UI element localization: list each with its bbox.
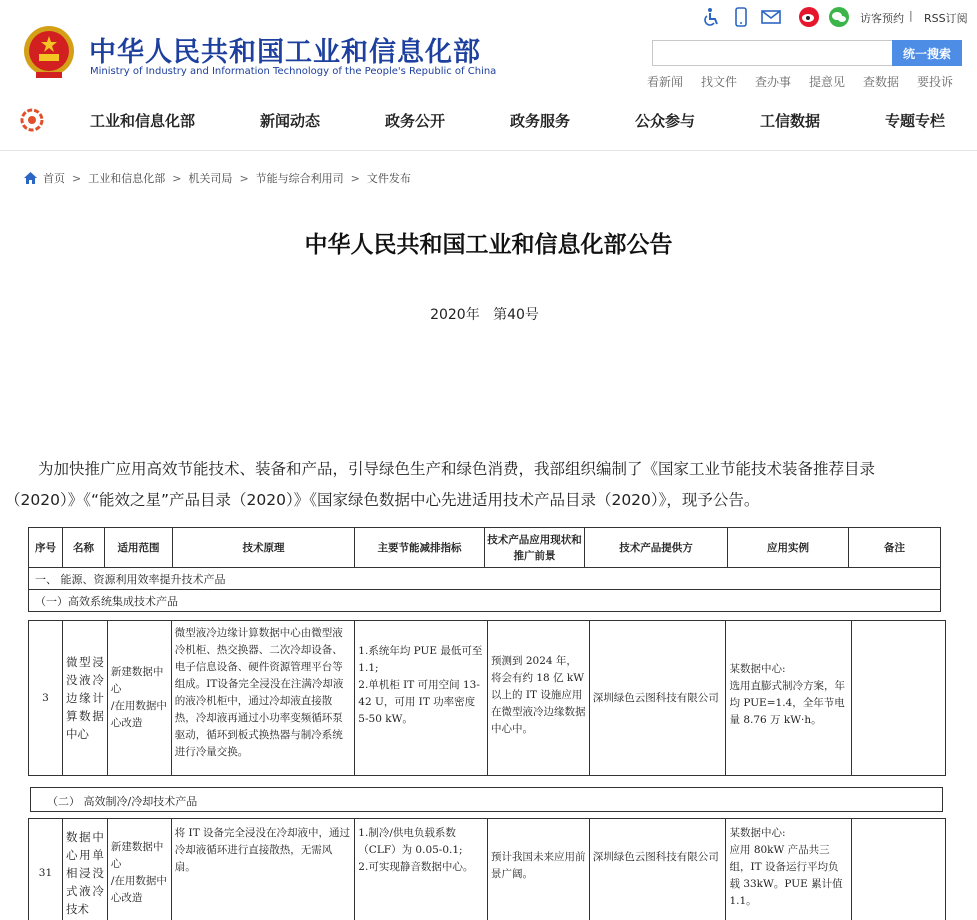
- quick-link-complaint[interactable]: 要投诉: [917, 75, 954, 89]
- quick-link-data[interactable]: 查数据: [863, 75, 900, 89]
- intro-paragraph-line-1: 为加快推广应用高效节能技术、装备和产品，引导绿色生产和绿色消费，我部组织编制了《国家工业节能技术装备推荐目录: [38, 460, 876, 478]
- nav-item-ministry[interactable]: 工业和信息化部: [90, 112, 196, 130]
- table-header: 技术产品应用现状和推广前景: [485, 528, 585, 568]
- table-row: [28, 818, 946, 920]
- nav-item-data[interactable]: 工信数据: [760, 112, 821, 130]
- application-example: 某数据中心: 应用 80kW 产品共三组，IT 设备运行平均负载 33kW。PUE 累计值 1.1。: [726, 819, 852, 920]
- intro-paragraph-line-2: （2020）》《“能效之星”产品目录（2020）》《国家绿色数据中心先进适用技术产品目录（2020）》，现予公告。: [5, 491, 760, 509]
- quick-link-documents[interactable]: 找文件: [701, 75, 738, 89]
- quick-link-news[interactable]: 看新闻: [647, 75, 684, 89]
- table-header: 序号: [29, 528, 63, 568]
- provider: 深圳绿色云图科技有限公司: [590, 621, 727, 775]
- rss-link[interactable]: RSS订阅: [924, 12, 968, 25]
- row-number: 3: [29, 621, 63, 775]
- technical-principle: 微型液冷边缘计算数据中心由微型液冷机柜、热交换器、二次冷却设备、电子信息设备、硬件资源管理平台等组成。IT设备完全浸没在注满冷却液的液冷机柜中，通过冷却液直接散热，冷却液再通过小功率变频循环泵驱动，循环到板式换热器与制冷系统进行冷量交换。: [172, 621, 356, 775]
- table-header: 备注: [849, 528, 941, 568]
- application-scope: 新建数据中心 /在用数据中心改造: [108, 621, 172, 775]
- table-header: 名称: [63, 528, 105, 568]
- mail-icon[interactable]: [760, 6, 782, 28]
- provider: 深圳绿色云图科技有限公司: [590, 819, 727, 920]
- quick-link-feedback[interactable]: 提意见: [809, 75, 846, 89]
- nav-divider: [0, 150, 977, 151]
- top-separator: |: [909, 9, 913, 22]
- subsection-heading: （二） 高效制冷/冷却技术产品: [30, 787, 943, 812]
- weibo-icon[interactable]: [798, 6, 820, 28]
- quick-link-services[interactable]: 查办事: [755, 75, 792, 89]
- table-header: 技术产品提供方: [585, 528, 728, 568]
- nav-item-government-affairs[interactable]: 政务公开: [385, 112, 446, 130]
- page-title: 中华人民共和国工业和信息化部公告: [304, 232, 673, 258]
- breadcrumb-energy-saving-dept[interactable]: 节能与综合利用司: [255, 172, 344, 185]
- nav-item-topics[interactable]: 专题专栏: [885, 112, 946, 130]
- site-name-english: Ministry of Industry and Information Technology of the People's Republic of China: [90, 66, 497, 77]
- catalog-table: [28, 527, 941, 612]
- search-input[interactable]: [652, 40, 892, 66]
- breadcrumb-home[interactable]: 首页: [43, 172, 65, 185]
- table-header: 适用范围: [105, 528, 173, 568]
- nav-item-news[interactable]: 新闻动态: [260, 112, 321, 130]
- quick-links: [647, 73, 971, 90]
- breadcrumb-separator: >: [172, 171, 182, 185]
- breadcrumb-separator: >: [350, 171, 360, 185]
- main-nav: [60, 106, 970, 136]
- search-button[interactable]: 统一搜索: [892, 40, 962, 66]
- table-header-row: [29, 528, 941, 568]
- product-name: 数据中心用单相浸没式液冷技术: [63, 819, 108, 920]
- issue-code: 第40号: [493, 307, 539, 323]
- row-number: 31: [29, 819, 63, 920]
- table-header: 主要节能减排指标: [355, 528, 485, 568]
- section-heading: 一、 能源、资源利用效率提升技术产品: [29, 568, 941, 590]
- site-name[interactable]: 中华人民共和国工业和信息化部: [89, 37, 481, 68]
- top-tools: [700, 6, 850, 28]
- nav-item-public-participation[interactable]: 公众参与: [635, 112, 696, 130]
- application-status: 预测到 2024 年，将会有约 18 亿 kW 以上的 IT 设施应用在微型液冷边缘数据中心中。: [488, 621, 590, 775]
- accessibility-icon[interactable]: [700, 6, 722, 28]
- breadcrumb-separator: >: [72, 171, 82, 185]
- breadcrumb: [24, 170, 411, 186]
- remark: [852, 621, 945, 775]
- product-name: 微型浸没液冷边缘计算数据中心: [63, 621, 108, 775]
- table-header: 技术原理: [173, 528, 355, 568]
- breadcrumb-separator: >: [239, 171, 249, 185]
- issue-number: [0, 304, 969, 324]
- breadcrumb-departments[interactable]: 机关司局: [188, 172, 233, 185]
- application-scope: 新建数据中心 /在用数据中心改造: [108, 819, 172, 920]
- key-indicators: 1.系统年均 PUE 最低可至 1.1; 2.单机柜 IT 可用空间 13-42 U，可用 IT 功率密度 5-50 kW。: [355, 621, 488, 775]
- visitor-appointment-link[interactable]: 访客预约: [860, 12, 904, 25]
- technical-principle: 将 IT 设备完全浸没在冷却液中，通过冷却液循环进行直接散热，无需风扇。: [172, 819, 356, 920]
- application-status: 预计我国未来应用前景广阔。: [488, 819, 590, 920]
- national-emblem-icon: [22, 24, 76, 80]
- remark: [852, 819, 945, 920]
- application-example: 某数据中心: 选用直膨式制冷方案，年均 PUE=1.4，全年节电量 8.76 万 kW·h。: [726, 621, 852, 775]
- table-row: [28, 620, 946, 776]
- ministry-logo-icon[interactable]: [20, 108, 44, 132]
- key-indicators: 1.制冷/供电负载系数（CLF）为 0.05-0.1; 2.可实现静音数据中心。: [355, 819, 488, 920]
- home-icon[interactable]: [24, 172, 37, 184]
- mobile-icon[interactable]: [730, 6, 752, 28]
- breadcrumb-ministry[interactable]: 工业和信息化部: [88, 172, 166, 185]
- subsection-heading: （一）高效系统集成技术产品: [29, 590, 941, 612]
- wechat-icon[interactable]: [828, 6, 850, 28]
- issue-year: 2020年: [430, 307, 480, 323]
- breadcrumb-document-release[interactable]: 文件发布: [366, 172, 411, 185]
- table-header: 应用实例: [728, 528, 849, 568]
- nav-item-services[interactable]: 政务服务: [510, 112, 571, 130]
